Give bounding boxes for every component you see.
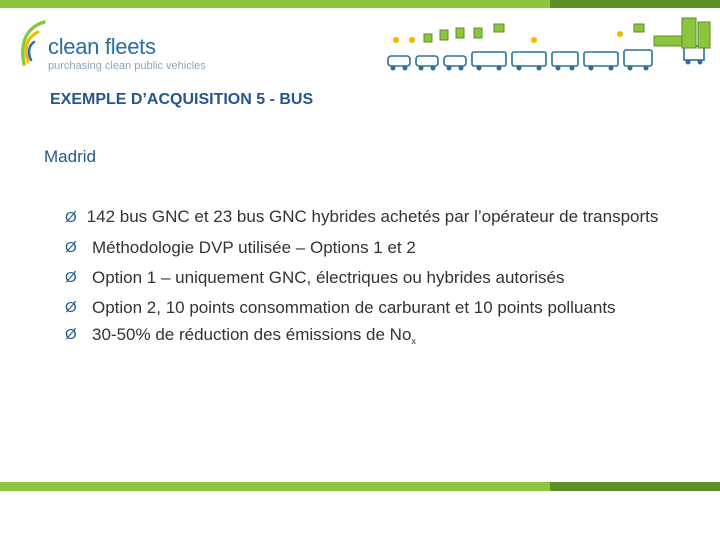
vehicles-illustration-icon <box>384 16 714 78</box>
bullet-list <box>65 202 685 356</box>
slide-title: EXEMPLE D’ACQUISITION 5 - BUS <box>50 91 314 108</box>
top-accent-bar-dark <box>550 0 720 8</box>
bullet-text: Option 2, 10 points consommation de carburant et 10 points polluants <box>92 298 616 317</box>
bullet-text: 142 bus GNC et 23 bus GNC hybrides achetés par l’opérateur de transports <box>86 207 659 226</box>
bullet-item <box>65 202 685 233</box>
bullet-item <box>65 263 685 293</box>
arrow-bullet-icon: Ø <box>65 239 77 256</box>
bullet-item <box>65 293 685 320</box>
arrow-bullet-icon: Ø <box>65 326 77 343</box>
bullet-subscript: x <box>411 336 416 346</box>
bullet-text: Méthodologie DVP utilisée – Options 1 et 2 <box>92 238 416 257</box>
bullet-text: Option 1 – uniquement GNC, électriques ou hybrides autorisés <box>92 268 565 287</box>
bullet-text: 30-50% de réduction des émissions de No <box>92 325 412 344</box>
logo-tagline: purchasing clean public vehicles <box>48 60 206 72</box>
logo-name: clean fleets <box>48 34 156 59</box>
top-accent-bar <box>0 0 720 8</box>
bullet-item <box>65 233 685 263</box>
arrow-bullet-icon: Ø <box>65 269 77 286</box>
city-heading: Madrid <box>44 147 96 166</box>
footer-accent-bar-dark <box>550 482 720 491</box>
clean-fleets-logo <box>14 14 244 76</box>
arrow-bullet-icon: Ø <box>65 299 77 316</box>
footer-accent-bar <box>0 482 720 491</box>
bullet-item <box>65 320 685 356</box>
logo-swoosh-icon <box>14 18 50 70</box>
arrow-bullet-icon: Ø <box>65 209 77 226</box>
